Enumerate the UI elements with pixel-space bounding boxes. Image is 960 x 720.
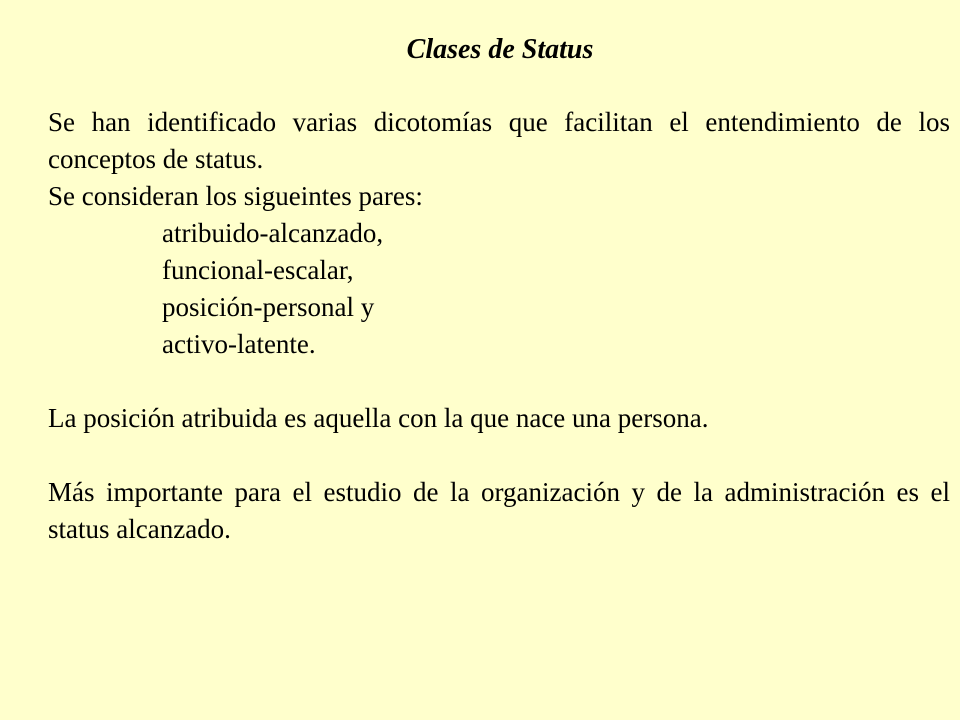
slide-title: Clases de Status [406,34,594,65]
ascribed-paragraph: La posición atribuida es aquella con la que nace una persona. [48,403,709,433]
spacer [48,437,950,474]
pairs-intro: Se consideran los sigueintes pares: [48,181,423,211]
pairs-list [48,215,950,363]
slide-body [48,104,950,548]
pair-item: atribuido-alcanzado, [162,218,384,248]
spacer [48,363,950,400]
pair-item: funcional-escalar, [162,255,354,285]
pair-item: activo-latente. [162,329,316,359]
intro-paragraph: Se han identificado varias dicotomías que facilitan el entendimiento de los conceptos de status. [48,107,950,174]
achieved-paragraph: Más importante para el estudio de la organización y de la administración es el status alcanzado. [48,477,950,544]
pair-item: posición-personal y [162,292,375,322]
